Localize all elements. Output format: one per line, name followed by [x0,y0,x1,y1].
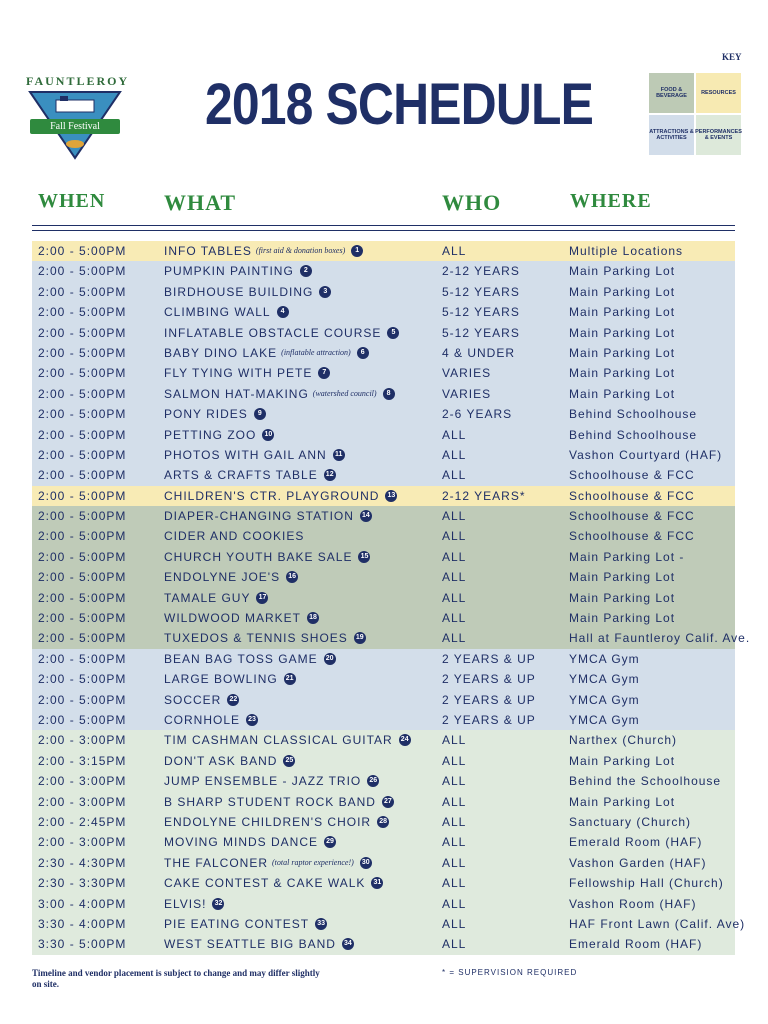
schedule-row [32,261,735,281]
row-what [164,630,366,646]
map-number-badge: 2 [300,265,312,277]
row-what-text: CHURCH YOUTH BAKE SALE [164,549,353,564]
row-what [164,569,298,585]
row-where: YMCA Gym [569,692,640,707]
row-what [164,814,389,830]
row-what-text: TAMALE GUY [164,590,251,605]
map-number-badge: 12 [324,469,336,481]
row-who: ALL [442,631,467,646]
map-number-badge: 21 [284,673,296,685]
schedule-row [32,486,735,506]
row-when: 2:00 - 5:00PM [38,611,127,626]
map-number-badge: 34 [342,938,354,950]
row-who: VARIES [442,366,492,381]
row-when: 2:00 - 5:00PM [38,325,127,340]
row-what-text: DON'T ASK BAND [164,753,278,768]
row-who: ALL [442,549,467,564]
schedule-row [32,567,735,587]
row-who: 5-12 YEARS [442,305,520,320]
festival-logo [26,74,130,164]
map-number-badge: 1 [351,245,363,257]
row-where: Emerald Room (HAF) [569,835,703,850]
schedule-row [32,445,735,465]
row-where: Main Parking Lot - [569,549,685,564]
map-number-badge: 27 [382,796,394,808]
row-where: Main Parking Lot [569,284,676,299]
header-where: WHERE [570,190,652,212]
row-where: Vashon Room (HAF) [569,896,697,911]
row-what-note: (watershed council) [312,388,377,398]
row-where: Behind the Schoolhouse [569,774,722,789]
row-who: 4 & UNDER [442,345,516,360]
row-what-text: CORNHOLE [164,712,241,727]
row-what [164,875,383,891]
row-what-text: WEST SEATTLE BIG BAND [164,937,336,952]
row-what-text: INFLATABLE OBSTACLE COURSE [164,325,382,340]
row-who: ALL [442,876,467,891]
row-where: Main Parking Lot [569,264,676,279]
row-what-text: PONY RIDES [164,407,248,422]
row-who: 5-12 YEARS [442,325,520,340]
map-number-badge: 7 [318,367,330,379]
row-who: ALL [442,774,467,789]
map-number-badge: 28 [377,816,389,828]
row-who: ALL [442,244,467,258]
row-where: Main Parking Lot [569,366,676,381]
key-performances: PERFORMANCES & EVENTS [696,115,741,155]
row-what [164,936,354,952]
map-number-badge: 9 [254,408,266,420]
row-who: ALL [442,447,467,462]
row-when: 2:30 - 3:30PM [38,876,127,891]
row-where: Schoolhouse & FCC [569,468,695,483]
row-who: ALL [442,590,467,605]
row-who: ALL [442,937,467,952]
schedule-row [32,241,735,261]
map-number-badge: 29 [324,836,336,848]
row-where: Main Parking Lot [569,305,676,320]
row-what [164,304,289,320]
row-what-text: B SHARP STUDENT ROCK BAND [164,794,376,809]
row-when: 2:00 - 5:00PM [38,590,127,605]
row-when: 2:00 - 5:00PM [38,692,127,707]
row-when: 2:00 - 3:15PM [38,753,127,768]
row-who: ALL [442,916,467,931]
schedule-table [32,241,751,955]
map-number-badge: 23 [246,714,258,726]
row-who: 2 YEARS & UP [442,672,536,687]
row-what-text: JUMP ENSEMBLE - JAZZ TRIO [164,774,362,789]
row-who: ALL [442,611,467,626]
row-where: Vashon Courtyard (HAF) [569,447,723,462]
map-number-badge: 14 [360,510,372,522]
row-where: Main Parking Lot [569,386,676,401]
row-when: 2:00 - 5:00PM [38,427,127,442]
row-what [164,345,369,361]
schedule-row [32,894,735,914]
map-number-badge: 33 [315,918,327,930]
row-what [164,427,274,443]
row-who: 2 YEARS & UP [442,712,536,727]
row-who: 2 YEARS & UP [442,692,536,707]
row-when: 2:00 - 3:00PM [38,774,127,789]
row-where: YMCA Gym [569,712,640,727]
row-where: Hall at Fauntleroy Calif. Ave. [569,631,751,646]
row-when: 2:00 - 5:00PM [38,407,127,422]
row-what [164,773,379,789]
row-when: 2:00 - 5:00PM [38,549,127,564]
row-what-text: DIAPER-CHANGING STATION [164,509,354,524]
schedule-row [32,853,735,873]
row-what [164,834,336,850]
row-who: 2-12 YEARS [442,264,520,279]
header-who: WHO [442,190,502,215]
row-when: 2:00 - 5:00PM [38,284,127,299]
row-what-text: PETTING ZOO [164,427,257,442]
map-number-badge: 32 [212,898,224,910]
map-number-badge: 8 [383,388,395,400]
schedule-row [32,526,735,546]
row-when: 2:00 - 5:00PM [38,447,127,462]
row-when: 2:00 - 2:45PM [38,814,127,829]
row-who: ALL [442,753,467,768]
row-who: ALL [442,733,467,748]
row-who: 5-12 YEARS [442,284,520,299]
row-where: Main Parking Lot [569,325,676,340]
schedule-row [32,690,735,710]
schedule-row [32,363,735,383]
map-number-badge: 15 [358,551,370,563]
schedule-row [32,751,735,771]
row-where: Sanctuary (Church) [569,814,692,829]
map-number-badge: 16 [286,571,298,583]
row-what-text: BABY DINO LAKE [164,345,278,360]
key-attractions: ATTRACTIONS & ACTIVITIES [649,115,694,155]
row-who: ALL [442,855,467,870]
row-when: 2:00 - 3:00PM [38,733,127,748]
schedule-row [32,465,735,485]
header-what: WHAT [164,190,237,215]
row-where: Multiple Locations [569,244,684,258]
map-number-badge: 3 [319,286,331,298]
row-when: 2:00 - 5:00PM [38,509,127,524]
row-where: Narthex (Church) [569,733,678,748]
schedule-row [32,934,735,954]
row-when: 3:00 - 4:00PM [38,896,127,911]
row-what-text: ENDOLYNE JOE'S [164,570,281,585]
key-food-beverage: FOOD & BEVERAGE [649,73,694,113]
row-what-text: TUXEDOS & TENNIS SHOES [164,631,348,646]
row-what [164,732,411,748]
schedule-row [32,873,735,893]
row-what-text: BIRDHOUSE BUILDING [164,284,314,299]
schedule-row [32,302,735,322]
map-number-badge: 25 [283,755,295,767]
row-what-note: (total raptor experience!) [272,857,354,867]
schedule-row [32,343,735,363]
row-what [164,243,363,259]
row-what-text: TIM CASHMAN CLASSICAL GUITAR [164,733,393,748]
row-where: Fellowship Hall (Church) [569,876,724,891]
row-what [164,447,345,463]
row-when: 2:00 - 5:00PM [38,631,127,646]
row-when: 2:00 - 5:00PM [38,468,127,483]
row-who: ALL [442,529,467,544]
schedule-row [32,608,735,628]
row-where: Schoolhouse & FCC [569,509,695,524]
map-number-badge: 10 [262,429,274,441]
schedule-row [32,649,735,669]
row-when: 2:00 - 5:00PM [38,570,127,585]
row-what-text: FLY TYING WITH PETE [164,366,313,381]
header-divider [32,230,735,231]
schedule-row [32,771,735,791]
schedule-row [32,384,735,404]
row-where: Behind Schoolhouse [569,407,698,422]
row-what-note: (inflatable attraction) [281,347,351,357]
row-what [164,855,372,871]
row-what-text: LARGE BOWLING [164,672,278,687]
row-what-text: INFO TABLES [164,244,252,258]
row-when: 2:00 - 5:00PM [38,244,127,258]
footer-disclaimer: Timeline and vendor placement is subject to change and may differ slightly on site. [32,968,320,989]
map-number-badge: 13 [385,490,397,502]
row-what-text: CIDER AND COOKIES [164,529,305,544]
row-where: Schoolhouse & FCC [569,529,695,544]
header-divider [32,225,735,226]
row-who: VARIES [442,386,492,401]
row-what [164,916,327,932]
schedule-row [32,669,735,689]
row-what [164,590,268,606]
row-what-text: PIE EATING CONTEST [164,916,310,931]
schedule-row [32,404,735,424]
row-where: Main Parking Lot [569,753,676,768]
row-who: ALL [442,814,467,829]
row-what-text: ELVIS! [164,896,207,911]
schedule-row [32,547,735,567]
row-what-text: CLIMBING WALL [164,305,271,320]
row-when: 2:00 - 5:00PM [38,386,127,401]
map-number-badge: 11 [333,449,345,461]
row-when: 3:30 - 4:00PM [38,916,127,931]
schedule-row [32,812,735,832]
row-where: YMCA Gym [569,651,640,666]
header-when: WHEN [38,190,106,212]
row-who: 2-6 YEARS [442,407,513,422]
row-where: Main Parking Lot [569,345,676,360]
row-when: 2:00 - 5:00PM [38,712,127,727]
schedule-row [32,710,735,730]
key-label: KEY [722,52,742,62]
row-who: ALL [442,468,467,483]
row-what [164,549,370,565]
row-what [164,365,330,381]
row-who: 2-12 YEARS* [442,488,526,503]
row-who: ALL [442,570,467,585]
row-who: ALL [442,896,467,911]
schedule-row [32,792,735,812]
row-where: Main Parking Lot [569,570,676,585]
schedule-row [32,425,735,445]
row-when: 2:00 - 5:00PM [38,366,127,381]
row-what-text: PHOTOS WITH GAIL ANN [164,447,327,462]
map-number-badge: 22 [227,694,239,706]
footer-supervision-note: * = SUPERVISION REQUIRED [442,968,578,977]
row-what-text: BEAN BAG TOSS GAME [164,651,318,666]
map-number-badge: 26 [367,775,379,787]
row-who: ALL [442,509,467,524]
row-what-text: ENDOLYNE CHILDREN'S CHOIR [164,814,372,829]
row-who: ALL [442,794,467,809]
logo-banner: Fall Festival [30,119,120,134]
row-where: HAF Front Lawn (Calif. Ave) [569,916,746,931]
row-what [164,263,312,279]
color-key [649,73,743,157]
row-what [164,671,296,687]
schedule-row [32,832,735,852]
row-what [164,386,395,402]
row-what-text: WILDWOOD MARKET [164,611,301,626]
row-what-text: SOCCER [164,692,222,707]
map-number-badge: 20 [324,653,336,665]
row-what [164,406,266,422]
row-when: 2:00 - 5:00PM [38,264,127,279]
row-where: Main Parking Lot [569,611,676,626]
row-when: 2:00 - 5:00PM [38,488,127,503]
row-what-text: CHILDREN'S CTR. PLAYGROUND [164,488,380,503]
map-number-badge: 24 [399,734,411,746]
map-number-badge: 4 [277,306,289,318]
row-when: 2:00 - 5:00PM [38,305,127,320]
row-where: Schoolhouse & FCC [569,488,695,503]
row-where: Vashon Garden (HAF) [569,855,707,870]
row-what [164,284,331,300]
row-what [164,651,336,667]
row-when: 2:00 - 3:00PM [38,835,127,850]
row-where: Emerald Room (HAF) [569,937,703,952]
row-what-note: (first aid & donation boxes) [255,246,346,255]
row-what-text: ARTS & CRAFTS TABLE [164,468,318,483]
row-what [164,528,304,544]
row-who: 2 YEARS & UP [442,651,536,666]
schedule-row [32,323,735,343]
logo-top-text: FAUNTLEROY [26,74,130,88]
row-what [164,753,295,769]
row-when: 3:30 - 5:00PM [38,937,127,952]
schedule-row [32,628,751,648]
schedule-row [32,730,735,750]
row-when: 2:30 - 4:30PM [38,855,127,870]
row-when: 2:00 - 3:00PM [38,794,127,809]
page-title: 2018 SCHEDULE [205,72,594,137]
row-what [164,896,224,912]
row-who: ALL [442,427,467,442]
row-what-text: SALMON HAT-MAKING [164,386,309,401]
row-what [164,712,258,728]
row-what [164,794,394,810]
map-number-badge: 30 [360,857,372,869]
schedule-row [32,506,735,526]
row-what-text: THE FALCONER [164,855,269,870]
row-when: 2:00 - 5:00PM [38,651,127,666]
key-resources: RESOURCES [696,73,741,113]
row-what-text: CAKE CONTEST & CAKE WALK [164,876,366,891]
row-where: Behind Schoolhouse [569,427,698,442]
map-number-badge: 6 [357,347,369,359]
map-number-badge: 5 [387,327,399,339]
map-number-badge: 18 [307,612,319,624]
map-number-badge: 31 [371,877,383,889]
row-what [164,692,239,708]
row-when: 2:00 - 5:00PM [38,672,127,687]
schedule-row [32,588,735,608]
row-what [164,325,399,341]
schedule-row [32,282,735,302]
map-number-badge: 19 [354,632,366,644]
row-what [164,610,319,626]
row-when: 2:00 - 5:00PM [38,529,127,544]
row-where: YMCA Gym [569,672,640,687]
schedule-row [32,914,746,934]
row-when: 2:00 - 5:00PM [38,345,127,360]
row-what [164,508,372,524]
row-who: ALL [442,835,467,850]
row-what-text: PUMPKIN PAINTING [164,264,294,279]
row-what [164,488,397,504]
row-what [164,467,336,483]
map-number-badge: 17 [256,592,268,604]
row-where: Main Parking Lot [569,590,676,605]
row-what-text: MOVING MINDS DANCE [164,835,319,850]
row-where: Main Parking Lot [569,794,676,809]
